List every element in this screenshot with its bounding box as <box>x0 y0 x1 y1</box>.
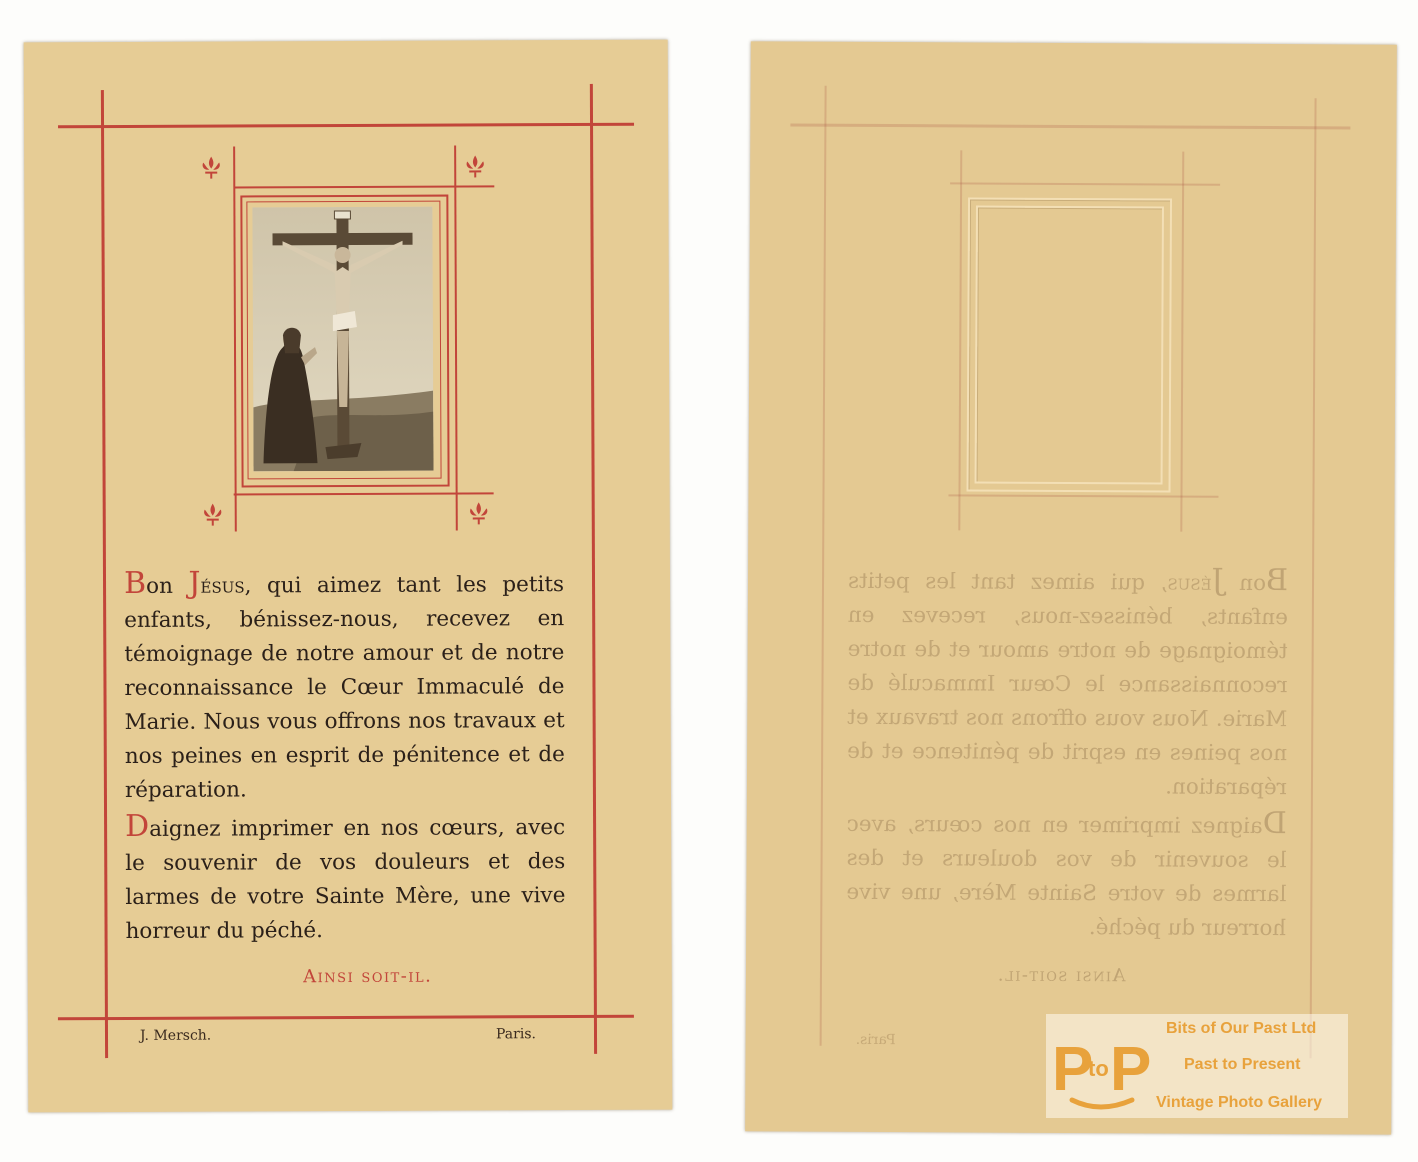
svg-text:P: P <box>1110 1035 1152 1104</box>
bleed-through-closing: Ainsi soit-il. <box>996 964 1126 987</box>
prayer-paragraph-2: Daignez imprimer en nos cœurs, avec le souvenir de vos douleurs et des larmes de votre Sainte Mère, une vive horreur du péché. <box>125 808 566 944</box>
top-rule <box>58 123 634 129</box>
drop-cap: B <box>123 565 147 601</box>
svg-text:to: to <box>1088 1056 1109 1081</box>
bottom-rule <box>58 1015 634 1021</box>
bleed-through-text: Bon Jésus, qui aimez tant les petits enfants, bénissez-nous, recevez en témoignage de notre amour et de notre reconnaissance le Cœur Immaculé de Marie. Nous vous offrons nos travaux et nos peines en esprit de pénitence et de réparation. Daignez imprimer en nos cœurs, avec le souvenir de vos douleurs et des larmes de votre Sainte Mère, une vive horreur du péché. <box>846 562 1289 942</box>
embossed-inner-frame <box>975 205 1164 484</box>
fleur-de-lis-icon <box>200 502 226 528</box>
bleed-frame-right <box>1180 152 1184 532</box>
left-rule <box>101 90 108 1058</box>
holy-card-back <box>745 41 1397 1134</box>
bleed-frame-top <box>950 182 1220 185</box>
fleur-de-lis-icon <box>462 153 488 179</box>
bleed-right-rule <box>1310 98 1317 1058</box>
watermark-line-1: Bits of Our Past Ltd <box>1166 1020 1317 1037</box>
watermark-line-3: Vintage Photo Gallery <box>1156 1094 1322 1111</box>
holy-card-front <box>24 40 673 1113</box>
right-rule <box>590 84 597 1054</box>
prayer-text <box>124 565 566 949</box>
bleed-frame-bottom <box>948 494 1218 497</box>
fleur-de-lis-icon <box>198 155 224 181</box>
publisher-name: J. Mersch. <box>139 1027 212 1044</box>
bleed-top-rule <box>790 124 1350 130</box>
ptop-logo-icon <box>1048 1014 1152 1118</box>
bleed-left-rule <box>820 86 827 1046</box>
watermark-line-2: Past to Present <box>1184 1056 1301 1073</box>
drop-cap: J <box>188 565 201 601</box>
watermark-logo <box>1046 1014 1348 1118</box>
bleed-frame-left <box>958 150 962 530</box>
fleur-de-lis-icon <box>466 500 492 526</box>
publisher-city: Paris. <box>495 1026 536 1043</box>
frame-v-left <box>233 146 237 531</box>
prayer-paragraph-1: Bon Jésus, qui aimez tant les petits enfants, bénissez-nous, recevez en témoignage de notre amour et de notre reconnaissance le Cœur Immaculé de Marie. Nous vous offrons nos travaux et nos peines en esprit de pénitence et de réparation. <box>123 565 565 803</box>
frame-v-right <box>454 146 458 531</box>
bleed-through-city: Paris. <box>855 1031 896 1049</box>
closing-amen: Ainsi soit-il. <box>303 965 433 988</box>
svg-text:P: P <box>1052 1035 1094 1104</box>
crucifixion-image <box>252 207 433 472</box>
drop-cap: D <box>125 808 150 844</box>
